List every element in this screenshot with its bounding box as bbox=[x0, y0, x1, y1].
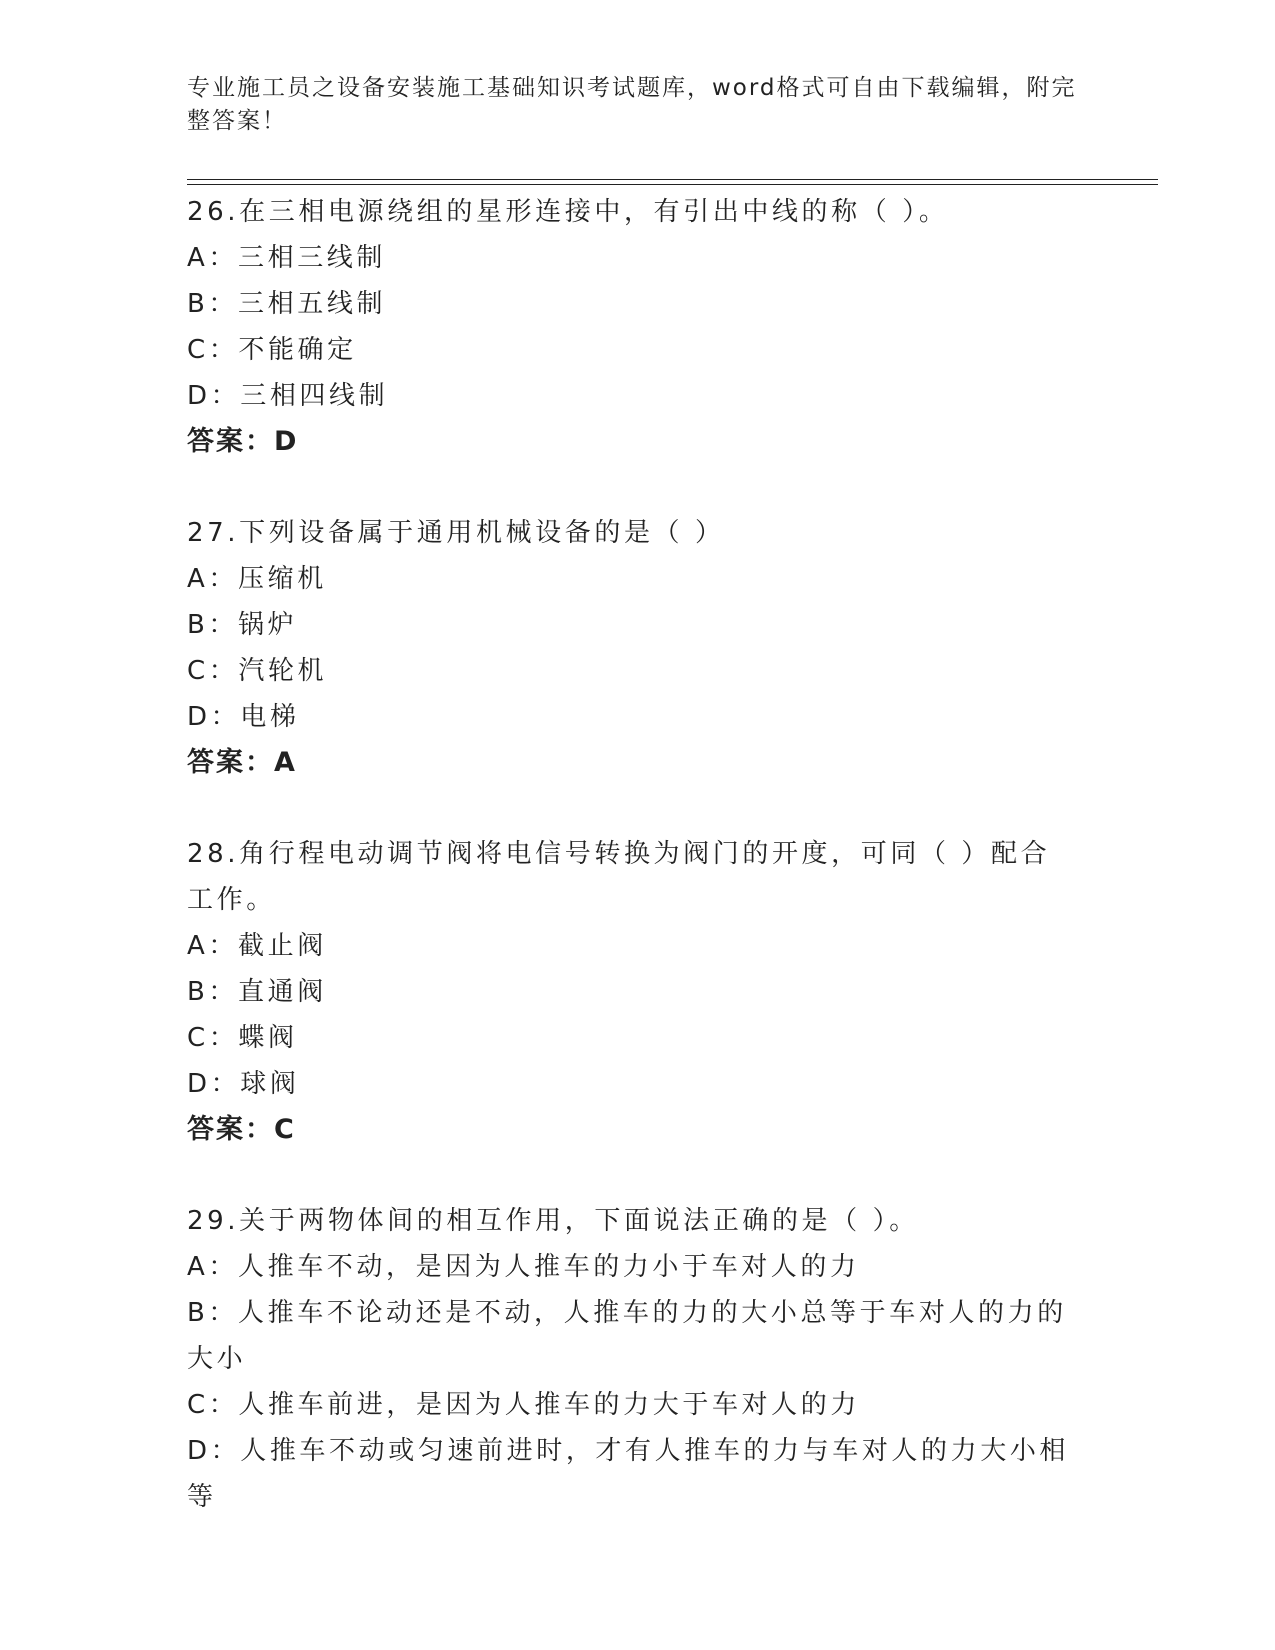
option-b bbox=[187, 969, 1077, 1015]
option-text: 三相四线制 bbox=[240, 381, 389, 411]
answer-line: 答案：D bbox=[187, 426, 299, 457]
document-header: 专业施工员之设备安装施工基础知识考试题库，word格式可自由下载编辑，附完整答案！ bbox=[187, 75, 1077, 134]
option-key: B： bbox=[187, 610, 239, 640]
question-text: 下列设备属于通用机械设备的是（ ） bbox=[239, 518, 725, 548]
question-stem bbox=[187, 1198, 1077, 1244]
option-text: 直通阀 bbox=[238, 977, 327, 1007]
question-number: 27. bbox=[187, 518, 240, 548]
option-d bbox=[187, 694, 1077, 740]
header-divider-top bbox=[187, 179, 1158, 180]
option-key: C： bbox=[187, 1023, 239, 1053]
option-key: C： bbox=[187, 656, 239, 686]
question-26 bbox=[187, 189, 1087, 465]
option-key: B： bbox=[187, 289, 239, 319]
option-text: 人推车不动或匀速前进时，才有人推车的力与车对人的力大小相等 bbox=[187, 1436, 1070, 1512]
option-key: C： bbox=[187, 1390, 239, 1420]
question-text: 角行程电动调节阀将电信号转换为阀门的开度，可同（ ）配合工作。 bbox=[187, 839, 1051, 915]
option-key: B： bbox=[187, 977, 239, 1007]
option-text: 蝶阀 bbox=[238, 1023, 298, 1053]
question-text: 关于两物体间的相互作用，下面说法正确的是（ ）。 bbox=[239, 1206, 919, 1236]
option-key: A： bbox=[187, 1252, 238, 1282]
question-28 bbox=[187, 831, 1087, 1153]
option-text: 电梯 bbox=[240, 702, 300, 732]
option-key: D： bbox=[187, 1069, 241, 1099]
header-divider-bottom bbox=[187, 184, 1158, 185]
question-number: 28. bbox=[187, 839, 240, 869]
option-text: 不能确定 bbox=[238, 335, 357, 365]
option-c bbox=[187, 1015, 1077, 1061]
option-c bbox=[187, 1382, 1077, 1428]
option-b bbox=[187, 1290, 1077, 1382]
option-text: 三相五线制 bbox=[238, 289, 387, 319]
question-stem bbox=[187, 831, 1077, 923]
option-text: 人推车前进，是因为人推车的力大于车对人的力 bbox=[238, 1390, 860, 1420]
option-b bbox=[187, 281, 1077, 327]
option-b bbox=[187, 602, 1077, 648]
option-text: 三相三线制 bbox=[238, 243, 387, 273]
option-a bbox=[187, 556, 1077, 602]
question-stem bbox=[187, 189, 1077, 235]
option-a bbox=[187, 923, 1077, 969]
option-a bbox=[187, 235, 1077, 281]
question-text: 在三相电源绕组的星形连接中，有引出中线的称（ ）。 bbox=[239, 197, 949, 227]
option-key: C： bbox=[187, 335, 239, 365]
option-text: 人推车不动，是因为人推车的力小于车对人的力 bbox=[238, 1252, 860, 1282]
option-key: D： bbox=[187, 381, 241, 411]
option-text: 汽轮机 bbox=[238, 656, 328, 686]
option-text: 人推车不论动还是不动，人推车的力的大小总等于车对人的力的大小 bbox=[187, 1298, 1067, 1374]
option-text: 压缩机 bbox=[238, 564, 327, 594]
question-list bbox=[187, 189, 1087, 1565]
option-key: A： bbox=[187, 243, 238, 273]
answer-line: 答案：A bbox=[187, 747, 297, 778]
option-key: A： bbox=[187, 931, 238, 961]
option-d bbox=[187, 373, 1077, 419]
option-c bbox=[187, 327, 1077, 373]
question-stem bbox=[187, 510, 1077, 556]
option-key: D： bbox=[187, 1436, 241, 1466]
answer-line: 答案：C bbox=[187, 1114, 296, 1145]
option-text: 球阀 bbox=[240, 1069, 300, 1099]
option-text: 截止阀 bbox=[238, 931, 327, 961]
option-key: A： bbox=[187, 564, 238, 594]
question-number: 29. bbox=[187, 1206, 240, 1236]
option-text: 锅炉 bbox=[238, 610, 298, 640]
option-c bbox=[187, 648, 1077, 694]
question-number: 26. bbox=[187, 197, 240, 227]
option-key: D： bbox=[187, 702, 241, 732]
question-27 bbox=[187, 510, 1087, 786]
option-a bbox=[187, 1244, 1077, 1290]
option-key: B： bbox=[187, 1298, 239, 1328]
option-d bbox=[187, 1428, 1077, 1520]
question-29 bbox=[187, 1198, 1087, 1520]
option-d bbox=[187, 1061, 1077, 1107]
